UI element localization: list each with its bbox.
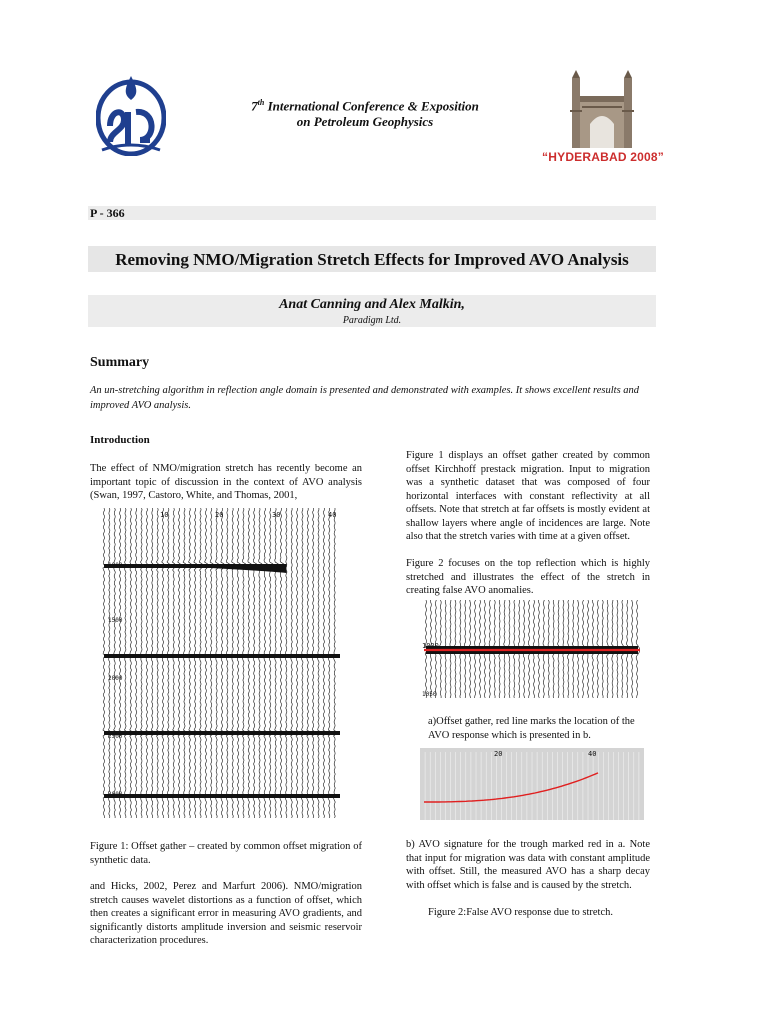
figure-1-x-tick: 40	[328, 511, 337, 519]
figure-2a-tick: 1000	[422, 642, 439, 650]
figure-2a-offset-gather	[420, 600, 644, 698]
summary-heading: Summary	[90, 355, 150, 370]
figure-1-caption: Figure 1: Offset gather – created by common offset migration of synthetic data.	[90, 841, 362, 866]
figure-1-y-tick: 2000	[108, 675, 123, 682]
figure-1-x-tick: 20	[215, 511, 224, 519]
figure-2-description: Figure 2 focuses on the top reflection which is highly stretched and illustrates the effect of the stretch in creating false AVO anomalies.	[406, 558, 650, 596]
intro-paragraph-1: The effect of NMO/migration stretch has recently become an important topic of discussion in the context of AVO analysis (Swan, 1997, Castoro, White, and Thomas, 2001,	[90, 463, 362, 501]
figure-2a-bottom-tick: 1050	[422, 691, 437, 698]
figure-1-x-tick: 30	[272, 511, 281, 519]
conference-title-line1: 7th International Conference & Exposition	[251, 98, 479, 114]
figure-1-y-tick: 2500	[108, 733, 123, 740]
paper-number: P - 366	[90, 206, 125, 220]
figure-1-description: Figure 1 displays an offset gather created by common offset Kirchhoff prestack migration. Input to migration was a synthetic dataset that was composed of four horizontal interfaces with constant reflectivity at all offsets. Note that stretch at far offsets is mostly evident at shallow layers where angle of incidences are large. Note also that the stretch varies with time at a given offset.	[406, 450, 650, 542]
figure-1-y-tick: 1500	[108, 617, 123, 624]
reflector-event	[104, 731, 340, 735]
figure-1-y-tick: 1000	[108, 562, 123, 569]
figure-2a-caption: a)Offset gather, red line marks the location of the AVO response which is presented in b.	[428, 716, 635, 741]
figure-2-caption: Figure 2:False AVO response due to stretch.	[428, 907, 613, 918]
figure-1-offset-gather	[100, 508, 346, 818]
paper-authors: Anat Canning and Alex Malkin,	[279, 297, 465, 312]
figure-2b-x-tick: 20	[494, 750, 503, 758]
figure-2b-avo-curve	[420, 748, 644, 820]
introduction-heading: Introduction	[90, 434, 150, 446]
reflector-event	[104, 794, 340, 798]
paper-number-bar	[88, 206, 656, 220]
figure-1-y-tick: 3000	[108, 791, 123, 798]
charminar-illustration	[568, 70, 636, 148]
paper-affiliation: Paradigm Ltd.	[342, 315, 402, 326]
figure-1-x-tick: 10	[160, 511, 169, 519]
summary-text: An un-stretching algorithm in reflection angle domain is presented and demonstrated with examples. It shows excellent results and improved AVO analysis.	[90, 385, 640, 411]
intro-paragraph-2: and Hicks, 2002, Perez and Marfurt 2006). NMO/migration stretch causes wavelet distortions as a function of offset, which then creates a significant error in measuring AVO gradients, and significantly distorts amplitude inversion and seismic reservoir characterization procedures.	[90, 881, 362, 946]
spg-logo	[96, 74, 166, 156]
conference-title-line2: on Petroleum Geophysics	[296, 114, 434, 129]
conference-city: “HYDERABAD 2008”	[542, 150, 664, 164]
figure-2b-x-tick: 40	[588, 750, 597, 758]
figure-2b-caption: b) AVO signature for the trough marked red in a. Note that input for migration was data with constant amplitude with offset. Still, the measured AVO has a sharp decay with offset which is false and is caused by the stretch.	[406, 839, 650, 891]
reflector-event	[104, 564, 286, 568]
reflector-event	[104, 654, 340, 658]
paper-title: Removing NMO/Migration Stretch Effects for Improved AVO Analysis	[115, 250, 629, 269]
